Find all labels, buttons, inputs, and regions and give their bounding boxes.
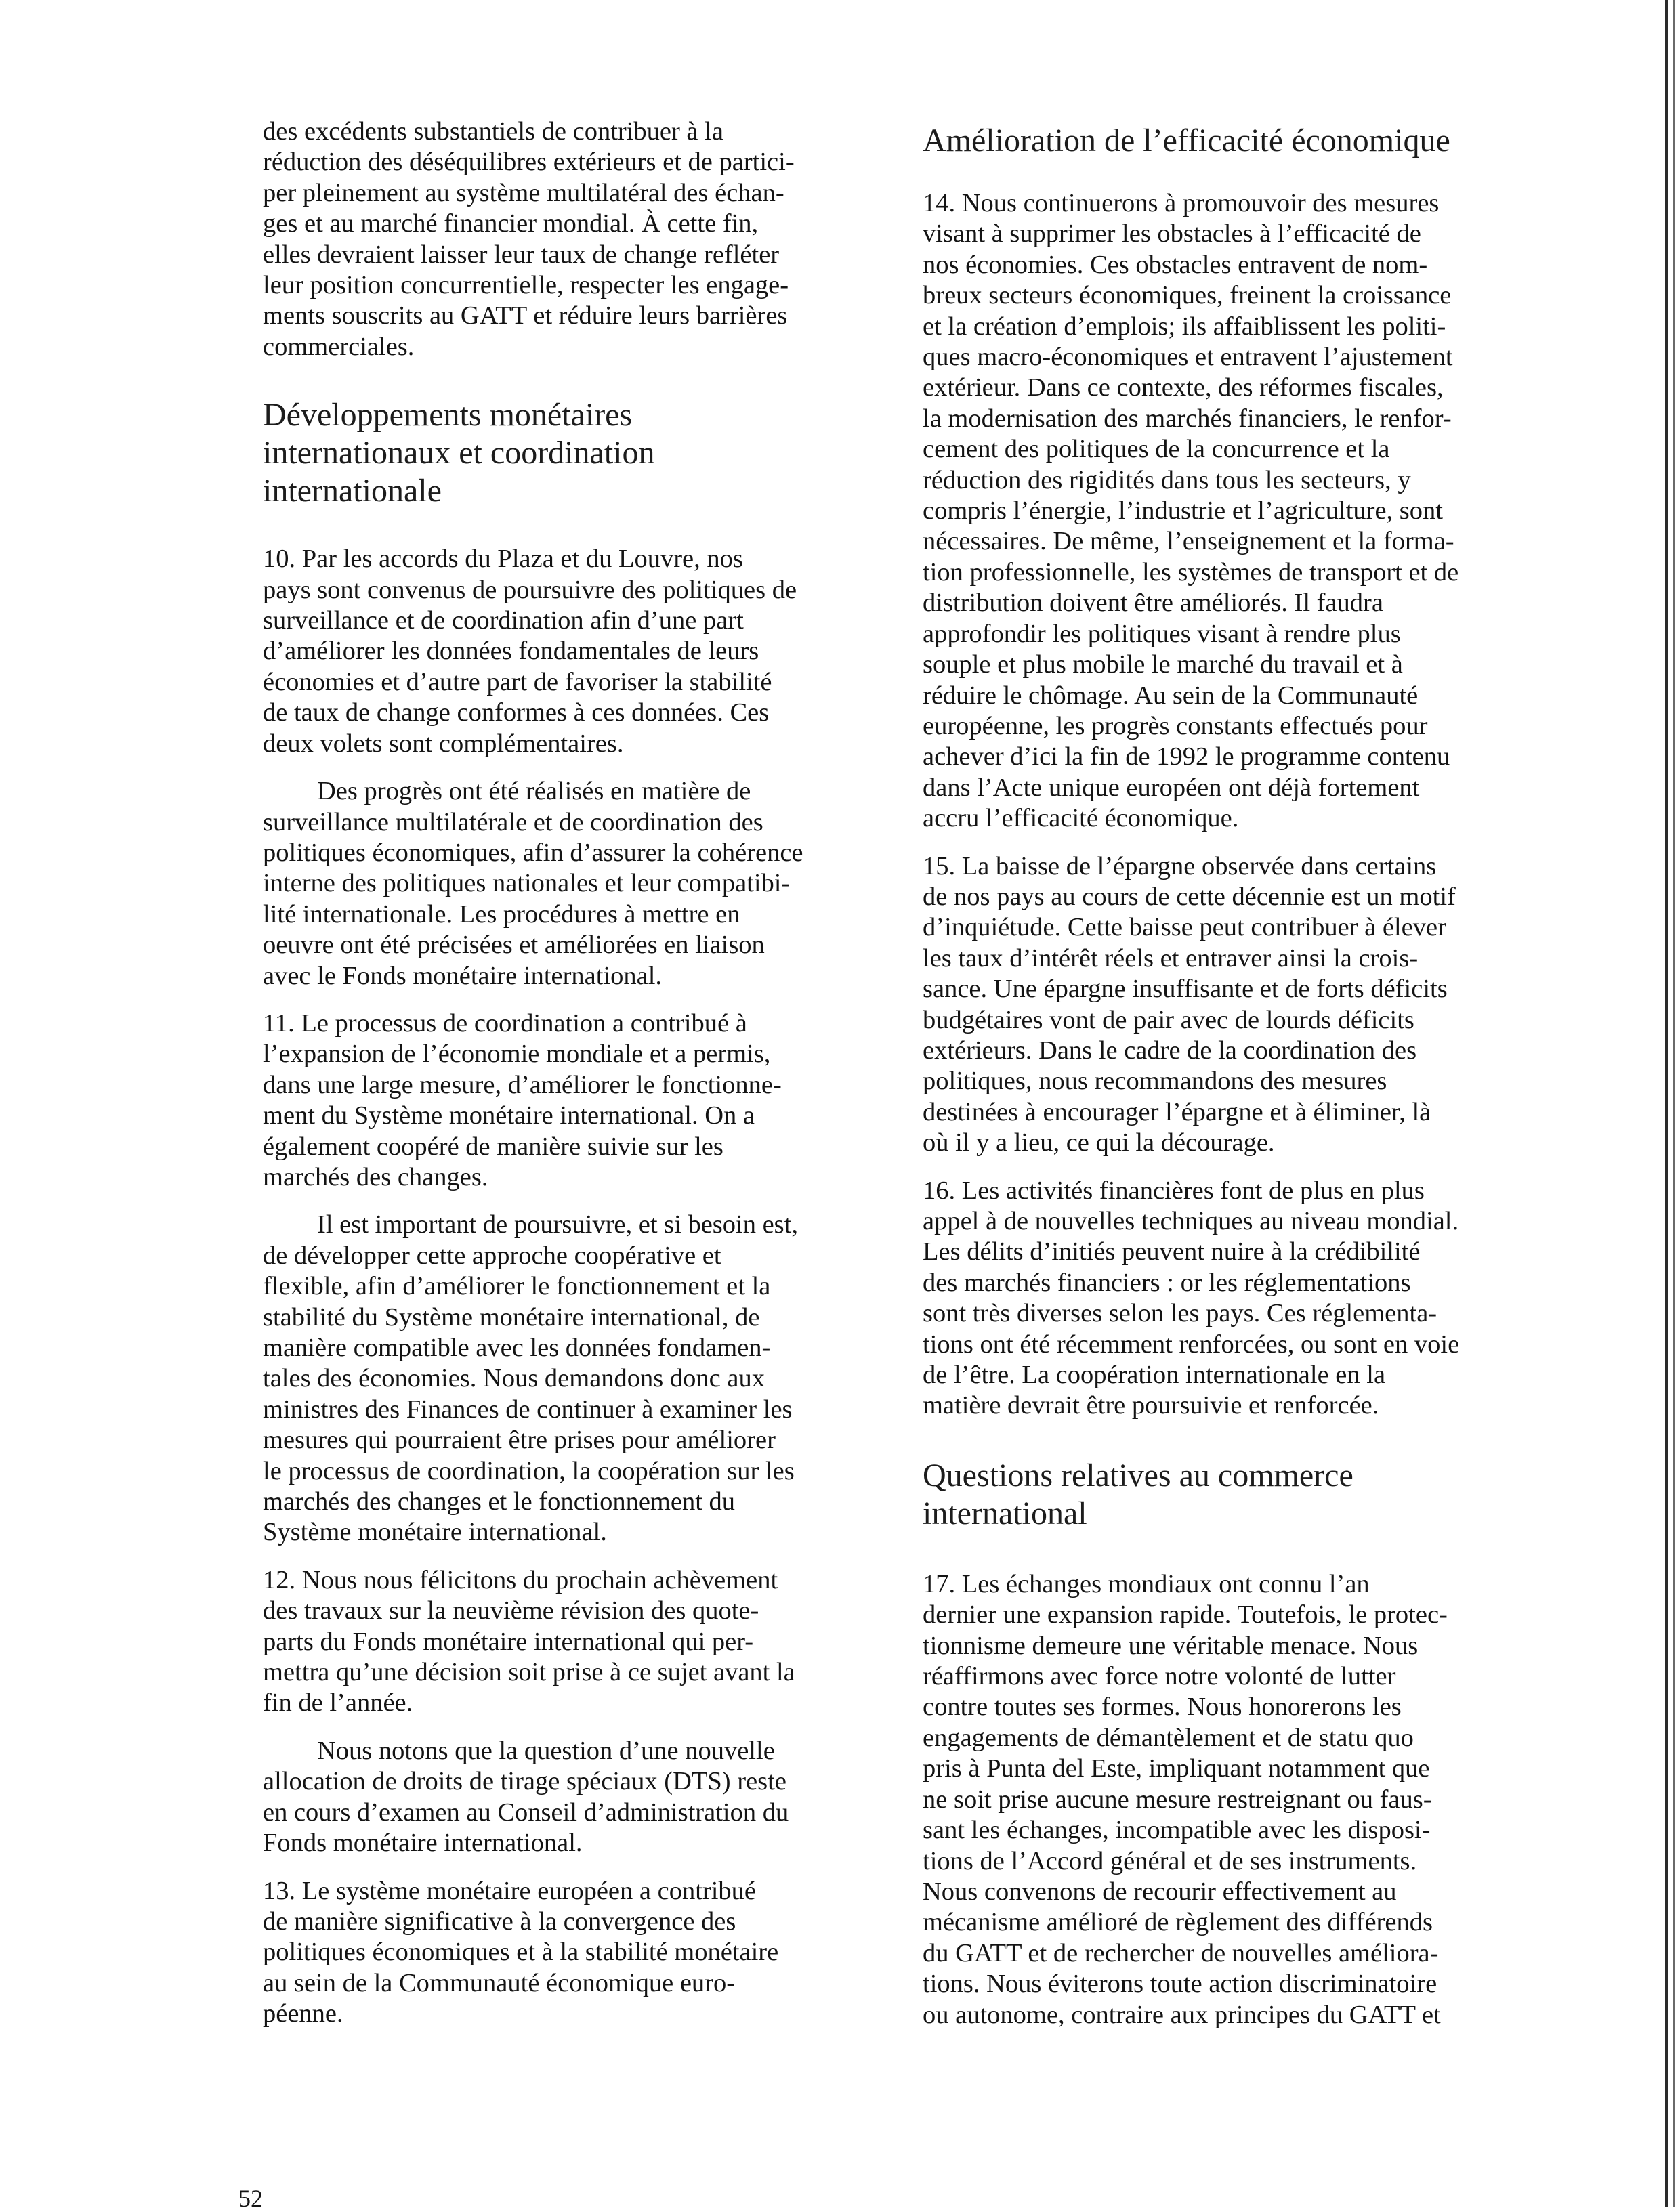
section-heading-monetary-developments: Développements monétaires internationaux et coordination internationale [263,397,655,509]
paragraph-17: 17. Les échanges mondiaux ont connu l’an dernier une expansion rapide. Toutefois, le protec- tionnisme demeure une véritable menace. Nous réaffirmons avec force notre volonté de lutter contre toutes ses formes. Nous honorerons les engagements de démantèlement et de statu quo pris à Punta del Este, impliquant notamment que ne soit prise aucune mesure restreignant ou faus- sant les échanges, incompatible avec les disposi- tions de l’Accord général et de ses instruments. Nous convenons de recourir effectivement au mécanisme amélioré de règlement des différends du GATT et de rechercher de nouvelles améliora- tions. Nous éviterons toute action discriminatoire ou autonome, contraire aux principes du GATT et [923,1569,1448,2029]
page-binding-edge [1665,0,1668,2207]
paragraph-14: 14. Nous continuerons à promouvoir des mesures visant à supprimer les obstacles à l’efficacité de nos économies. Ces obstacles entravent de nom- breux secteurs économiques, freinent la croissance et la création d’emplois; ils affaiblissent les politi- ques macro-économiques et entravent l’ajustement extérieur. Dans ce contexte, des réformes fiscales, la modernisation des marchés financiers, le renfor- cement des politiques de la concurrence et la réduction des rigidités dans tous les secteurs, y compris l’énergie, l’industrie et l’agriculture, sont nécessaires. De même, l’enseignement et la forma- tion professionnelle, les systèmes de transport et de distribution doivent être améliorés. Il faudra approfondir les politiques visant à rendre plus souple et plus mobile le marché du travail et à réduire le chômage. Au sein de la Communauté européenne, les progrès constants effectués pour achever d’ici la fin de 1992 le programme contenu dans l’Acte unique européen ont déjà fortement accru l’efficacité économique. [923,189,1459,833]
paragraph-intro-continued: des excédents substantiels de contribuer à la réduction des déséquilibres extérieurs et de partici- per pleinement au système multilatéral des échan- ges et au marché financier mondial. À cette fin, elles devraient laisser leur taux de change refléter leur position concurrentielle, respecter les engage- ments souscrits au GATT et réduire leurs barrières commerciales. [263,117,795,361]
paragraph-12-continued: Nous notons que la question d’une nouvelle allocation de droits de tirage spéciaux (DTS) reste en cours d’examen au Conseil d’administration du Fonds monétaire international. [263,1736,789,1858]
paragraph-16: 16. Les activités financières font de plus en plus appel à de nouvelles techniques au niveau mondial. Les délits d’initiés peuvent nuire à la crédibilité des marchés financiers : or les réglementations sont très diverses selon les pays. Ces réglementa- tions ont été récemment renforcées, ou sont en voie de l’être. La coopération internationale en la matière devrait être poursuivie et renforcée. [923,1176,1460,1420]
paragraph-10-continued: Des progrès ont été réalisés en matière de surveillance multilatérale et de coordination des politiques économiques, afin d’assurer la cohérence interne des politiques nationales et leur compatibi- lité internationale. Les procédures à mettre en oeuvre ont été précisées et améliorées en liaison avec le Fonds monétaire international. [263,777,803,990]
right-column [923,122,1546,2030]
page-number: 52 [238,2185,263,2212]
paragraph-12: 12. Nous nous félicitons du prochain achèvement des travaux sur la neuvième révision des quote- parts du Fonds monétaire international qui per- mettra qu’une décision soit prise à ce sujet avant la fin de l’année. [263,1565,795,1718]
left-column [263,116,873,2030]
paragraph-15: 15. La baisse de l’épargne observée dans certains de nos pays au cours de cette décennie est un motif d’inquiétude. Cette baisse peut contribuer à élever les taux d’intérêt réels et entraver ainsi la crois- sance. Une épargne insuffisante et de forts déficits budgétaires vont de pair avec de lourds déficits extérieurs. Dans le cadre de la coordination des politiques, nous recommandons des mesures destinées à encourager l’épargne et à éliminer, là où il y a lieu, ce qui la décourage. [923,851,1456,1157]
paragraph-11-continued: Il est important de poursuivre, et si besoin est, de développer cette approche coopérative et flexible, afin d’améliorer le fonctionnement et la stabilité du Système monétaire international, de manière compatible avec les données fondamen- tales des économies. Nous demandons donc aux ministres des Finances de continuer à examiner les mesures qui pourraient être prises pour améliorer le processus de coordination, la coopération sur les marchés des changes et le fonctionnement du Système monétaire international. [263,1210,798,1547]
paragraph-10: 10. Par les accords du Plaza et du Louvre, nos pays sont convenus de poursuivre des politiques de surveillance et de coordination afin d’une part d’améliorer les données fondamentales de leurs économies et d’autre part de favoriser la stabilité de taux de change conformes à ces données. Ces deux volets sont complémentaires. [263,545,797,758]
section-heading-economic-efficiency: Amélioration de l’efficacité économique [923,123,1450,158]
paragraph-13: 13. Le système monétaire européen a contribué de manière significative à la convergence des politiques économiques et à la stabilité monétaire au sein de la Communauté économique euro- péenne. [263,1876,779,2028]
paragraph-11: 11. Le processus de coordination a contribué à l’expansion de l’économie mondiale et a permis, dans une large mesure, d’améliorer le fonctionne- ment du Système monétaire international. On a également coopéré de manière suivie sur les marchés des changes. [263,1008,782,1191]
section-heading-trade-questions: Questions relatives au commerce international [923,1457,1353,1531]
page-binding-edge-shadow [1673,0,1675,2207]
